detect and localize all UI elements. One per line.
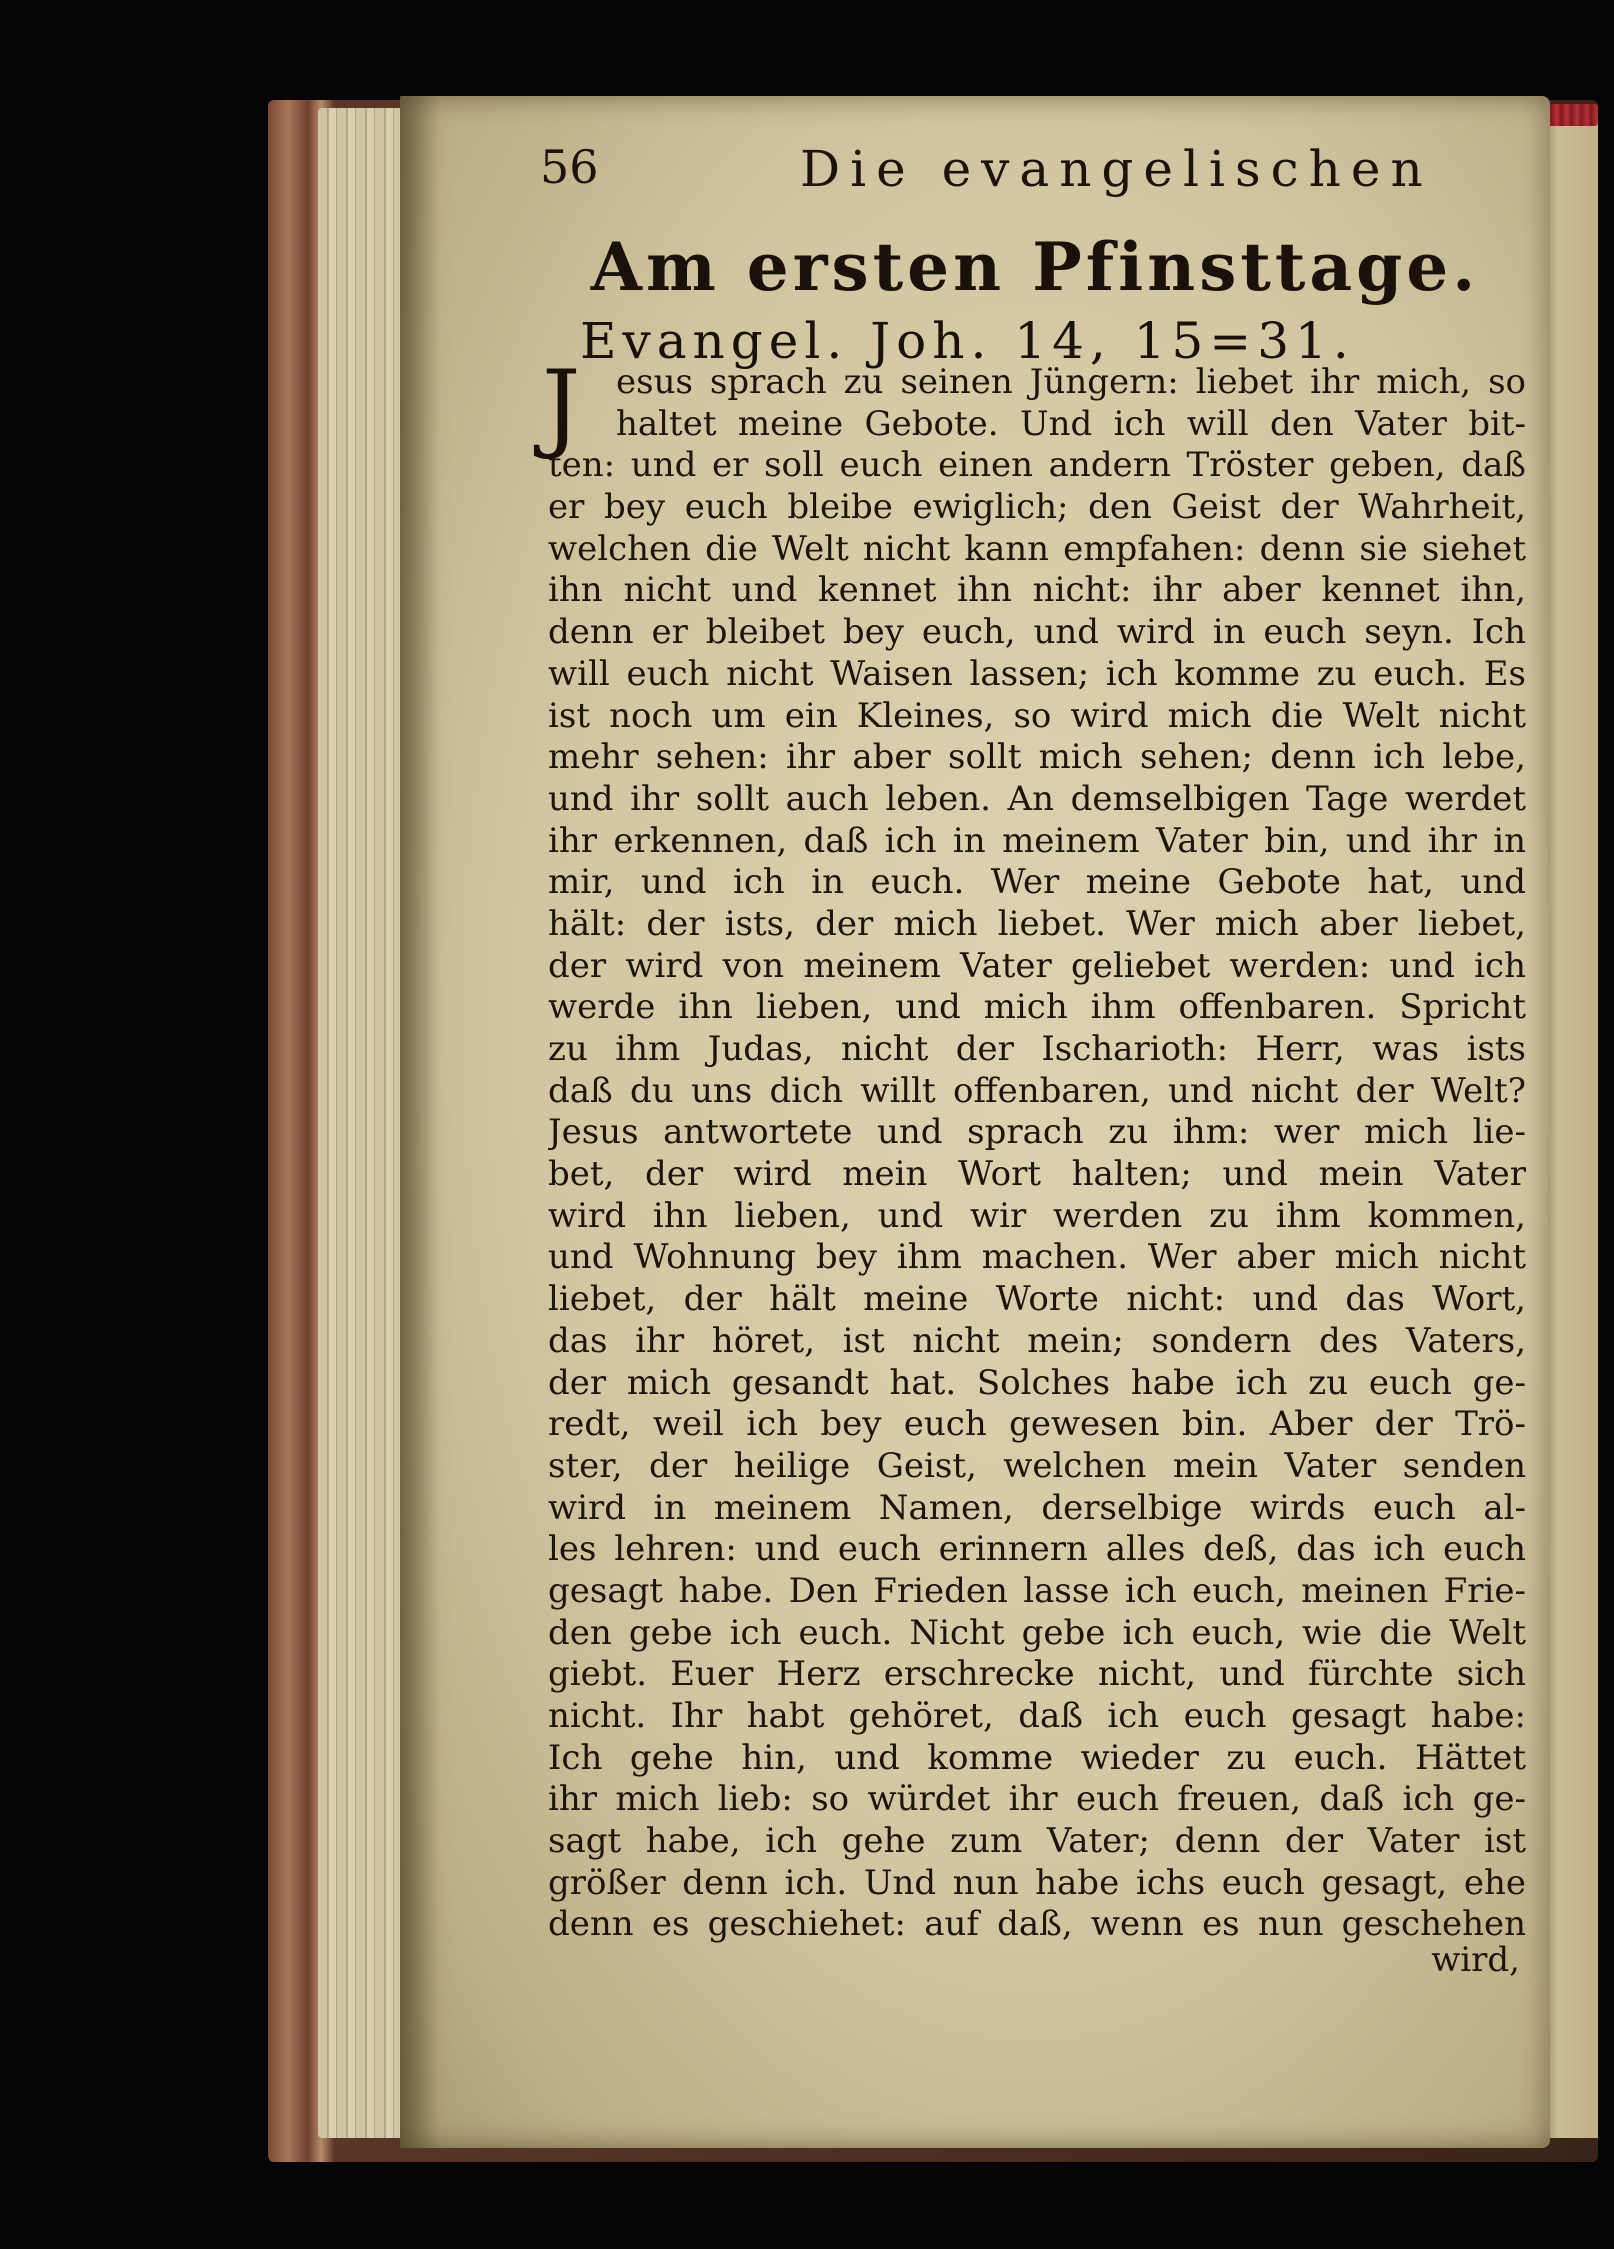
text-line: mir, und ich in euch. Wer meine Gebote hat, und	[548, 862, 1526, 903]
text-line: esus sprach zu seinen Jüngern: liebet ihr mich, so	[616, 362, 1526, 402]
text-line: welchen die Welt nicht kann empfahen: denn sie siehet	[548, 528, 1526, 569]
text-line: werde ihn lieben, und mich ihm offenbaren. Spricht	[548, 987, 1526, 1028]
text-line: daß du uns dich willt offenbaren, und nicht der Welt?	[548, 1070, 1526, 1111]
page-header	[540, 140, 1530, 200]
text-line: Jesus antwortete und sprach zu ihm: wer mich lie-	[548, 1112, 1526, 1153]
text-line: wird ihn lieben, und wir werden zu ihm kommen,	[548, 1195, 1526, 1236]
text-line: der wird von meinem Vater geliebet werden: und ich	[548, 945, 1526, 986]
text-line: ist noch um ein Kleines, so wird mich die Welt nicht	[548, 695, 1526, 736]
text-line: denn er bleibet bey euch, und wird in euch seyn. Ich	[548, 612, 1526, 653]
text-line: und ihr sollt auch leben. An demselbigen Tage werdet	[548, 778, 1526, 819]
page-edges	[318, 108, 408, 2138]
text-line: redt, weil ich bey euch gewesen bin. Aber der Trö-	[548, 1404, 1526, 1445]
text-line: liebet, der hält meine Worte nicht: und das Wort,	[548, 1279, 1526, 1320]
text-line: hält: der ists, der mich liebet. Wer mich aber liebet,	[548, 903, 1526, 944]
text-line: das ihr höret, ist nicht mein; sondern des Vaters,	[548, 1320, 1526, 1361]
page-number: 56	[540, 140, 599, 194]
text-line: les lehren: und euch erinnern alles deß, das ich euch	[548, 1529, 1526, 1570]
text-line: zu ihm Judas, nicht der Ischarioth: Herr, was ists	[548, 1029, 1526, 1069]
text-line: und Wohnung bey ihm machen. Wer aber mich nicht	[548, 1237, 1526, 1278]
catchword: wird,	[1431, 1940, 1520, 1980]
page-gutter-shadow	[400, 96, 440, 2148]
text-line: der mich gesandt hat. Solches habe ich zu euch ge-	[548, 1362, 1526, 1403]
text-line: größer denn ich. Und nun habe ichs euch gesagt, ehe	[548, 1862, 1526, 1903]
text-line: ihn nicht und kennet ihn nicht: ihr aber kennet ihn,	[548, 570, 1526, 611]
text-line: wird in meinem Namen, derselbige wirds euch al-	[548, 1487, 1526, 1528]
text-line: mehr sehen: ihr aber sollt mich sehen; denn ich lebe,	[548, 737, 1526, 778]
chapter-title: Am ersten Pfinsttage.	[590, 228, 1480, 306]
text-line: ten: und er soll euch einen andern Tröster geben, daß	[548, 445, 1526, 486]
text-line: er bey euch bleibe ewiglich; den Geist der Wahrheit,	[548, 487, 1526, 528]
running-head: Die evangelischen	[800, 140, 1433, 198]
body-text	[542, 350, 1526, 1946]
gospel-reference: Evangel. Joh. 14, 15=31.	[580, 312, 1355, 370]
text-line: giebt. Euer Herz erschrecke nicht, und fürchte sich	[548, 1654, 1526, 1695]
text-line: bet, der wird mein Wort halten; und mein Vater	[548, 1154, 1526, 1195]
text-line: ihr erkennen, daß ich in meinem Vater bin, und ihr in	[548, 820, 1526, 861]
text-line: ster, der heilige Geist, welchen mein Vater senden	[548, 1445, 1526, 1486]
text-line: gesagt habe. Den Frieden lasse ich euch, meinen Frie-	[548, 1570, 1526, 1611]
text-line: ihr mich lieb: so würdet ihr euch freuen, daß ich ge-	[548, 1779, 1526, 1820]
text-line: will euch nicht Waisen lassen; ich komme zu euch. Es	[548, 653, 1526, 694]
drop-cap: J	[542, 350, 581, 462]
text-line: sagt habe, ich gehe zum Vater; denn der Vater ist	[548, 1821, 1526, 1862]
text-line: Ich gehe hin, und komme wieder zu euch. Hättet	[548, 1737, 1526, 1778]
text-line: denn es geschiehet: auf daß, wenn es nun geschehen	[548, 1904, 1526, 1945]
text-line: den gebe ich euch. Nicht gebe ich euch, wie die Welt	[548, 1612, 1526, 1653]
text-line: nicht. Ihr habt gehöret, daß ich euch gesagt habe:	[548, 1696, 1526, 1736]
text-line: haltet meine Gebote. Und ich will den Vater bit-	[616, 403, 1526, 444]
